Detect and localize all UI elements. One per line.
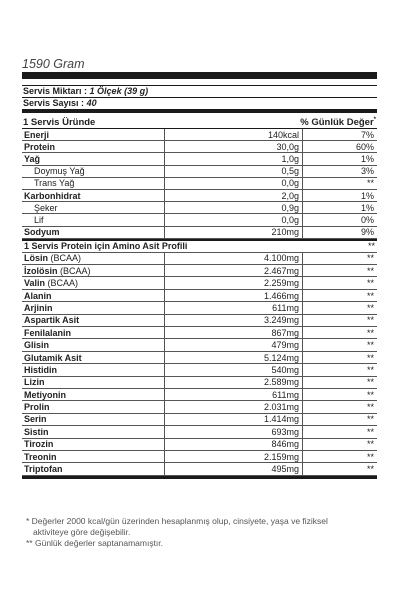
amino-acid-name bbox=[22, 253, 165, 265]
amino-acid-amount: 540mg bbox=[165, 364, 303, 376]
amino-acid-name bbox=[22, 450, 165, 462]
amino-acid-label: Arjinin bbox=[24, 302, 53, 313]
nutrient-daily-value: 1% bbox=[303, 189, 378, 201]
amino-acid-amount: 3.249mg bbox=[165, 314, 303, 326]
amino-acid-row bbox=[22, 450, 377, 462]
amino-acid-row bbox=[22, 463, 377, 475]
amino-acid-amount: 867mg bbox=[165, 327, 303, 339]
amino-section-dv: ** bbox=[367, 240, 375, 251]
amino-acid-label: Serin bbox=[24, 414, 47, 425]
nutrient-name: Sodyum bbox=[22, 226, 165, 238]
nutrient-row bbox=[22, 165, 377, 177]
amino-acid-row bbox=[22, 277, 377, 289]
nutrient-amount: 0,0g bbox=[165, 177, 303, 189]
amino-acid-row bbox=[22, 438, 377, 450]
footnotes bbox=[26, 516, 366, 549]
nutrient-row bbox=[22, 129, 377, 141]
amino-acid-daily-value: ** bbox=[303, 463, 378, 475]
amino-acid-amount: 611mg bbox=[165, 302, 303, 314]
amino-acid-name bbox=[22, 438, 165, 450]
nutrient-row bbox=[22, 141, 377, 153]
amino-acid-amount: 5.124mg bbox=[165, 351, 303, 363]
amino-acid-label: Treonin bbox=[24, 451, 57, 462]
nutrition-facts-panel bbox=[22, 72, 377, 479]
amino-acid-daily-value: ** bbox=[303, 426, 378, 438]
amino-acid-label: Tirozin bbox=[24, 439, 54, 450]
amino-section-header bbox=[22, 241, 377, 253]
nutrient-row bbox=[22, 214, 377, 226]
nutrient-row bbox=[22, 226, 377, 238]
amino-acid-name bbox=[22, 401, 165, 413]
amino-acid-daily-value: ** bbox=[303, 376, 378, 388]
amino-acid-label: Fenilalanin bbox=[24, 327, 72, 338]
nutrient-name: Protein bbox=[22, 141, 165, 153]
amino-acid-amount: 495mg bbox=[165, 463, 303, 475]
amino-acid-table bbox=[22, 253, 377, 476]
nutrient-name: Enerji bbox=[22, 129, 165, 141]
amino-acid-label: İzolösin bbox=[24, 265, 58, 276]
footnote-line-1: * Değerler 2000 kcal/gün üzerinden hesaplanmış olup, cinsiyete, yaşa ve fiziksel bbox=[26, 516, 328, 526]
nutrient-row bbox=[22, 177, 377, 189]
amino-acid-daily-value: ** bbox=[303, 351, 378, 363]
nutrient-amount: 2,0g bbox=[165, 189, 303, 201]
amino-acid-row bbox=[22, 413, 377, 425]
amino-acid-amount: 846mg bbox=[165, 438, 303, 450]
nutrient-daily-value: ** bbox=[303, 177, 378, 189]
nutrient-amount: 0,5g bbox=[165, 165, 303, 177]
amino-acid-name bbox=[22, 327, 165, 339]
amino-acid-row bbox=[22, 364, 377, 376]
amino-acid-name bbox=[22, 376, 165, 388]
daily-value-asterisk: * bbox=[373, 117, 376, 123]
amino-acid-amount: 1.466mg bbox=[165, 289, 303, 301]
amino-acid-row bbox=[22, 401, 377, 413]
amino-acid-label: Prolin bbox=[24, 402, 50, 413]
amino-acid-name bbox=[22, 302, 165, 314]
serving-count-label: Servis Sayısı : bbox=[23, 98, 85, 108]
daily-value-heading-text: % Günlük Değer bbox=[300, 117, 374, 128]
serving-count-value: 40 bbox=[86, 98, 97, 108]
nutrient-row bbox=[22, 153, 377, 165]
amino-acid-label: Sistin bbox=[24, 426, 49, 437]
nutrient-amount: 140kcal bbox=[165, 129, 303, 141]
amino-acid-name bbox=[22, 314, 165, 326]
amino-acid-daily-value: ** bbox=[303, 289, 378, 301]
bcaa-note: (BCAA) bbox=[50, 253, 82, 264]
nutrient-row bbox=[22, 189, 377, 201]
nutrient-daily-value: 60% bbox=[303, 141, 378, 153]
amino-acid-amount: 1.414mg bbox=[165, 413, 303, 425]
amino-acid-name bbox=[22, 413, 165, 425]
amino-acid-name bbox=[22, 339, 165, 351]
nutrient-daily-value: 0% bbox=[303, 214, 378, 226]
table-header bbox=[22, 113, 377, 128]
amino-acid-label: Valin bbox=[24, 278, 46, 289]
amino-acid-row bbox=[22, 376, 377, 388]
amino-acid-name bbox=[22, 426, 165, 438]
amino-acid-label: Lösin bbox=[24, 253, 48, 264]
serving-count-row bbox=[22, 98, 377, 109]
amino-acid-amount: 2.031mg bbox=[165, 401, 303, 413]
daily-value-heading bbox=[300, 117, 376, 128]
amino-acid-daily-value: ** bbox=[303, 314, 378, 326]
amino-acid-label: Alanin bbox=[24, 290, 52, 301]
amino-acid-name bbox=[22, 289, 165, 301]
amino-acid-amount: 479mg bbox=[165, 339, 303, 351]
amino-acid-amount: 2.589mg bbox=[165, 376, 303, 388]
amino-acid-daily-value: ** bbox=[303, 302, 378, 314]
nutrient-daily-value: 7% bbox=[303, 129, 378, 141]
amino-acid-label: Lizin bbox=[24, 377, 45, 388]
amino-acid-name bbox=[22, 351, 165, 363]
amino-acid-daily-value: ** bbox=[303, 265, 378, 277]
amino-acid-amount: 693mg bbox=[165, 426, 303, 438]
serving-size-row bbox=[22, 86, 377, 97]
nutrient-amount: 0,9g bbox=[165, 202, 303, 214]
nutrient-daily-value: 1% bbox=[303, 153, 378, 165]
nutrient-name: Trans Yağ bbox=[22, 177, 165, 189]
amino-acid-name bbox=[22, 277, 165, 289]
amino-acid-daily-value: ** bbox=[303, 413, 378, 425]
amino-acid-label: Glutamik Asit bbox=[24, 352, 82, 363]
footnote-line-2: aktiviteye göre değişebilir. bbox=[33, 527, 131, 537]
product-weight-title: 1590 Gram bbox=[22, 57, 85, 71]
amino-acid-daily-value: ** bbox=[303, 364, 378, 376]
bcaa-note: (BCAA) bbox=[60, 265, 91, 276]
amino-acid-label: Aspartik Asit bbox=[24, 315, 80, 326]
nutrient-name: Doymuş Yağ bbox=[22, 165, 165, 177]
nutrient-daily-value: 1% bbox=[303, 202, 378, 214]
amino-acid-amount: 611mg bbox=[165, 388, 303, 400]
amino-acid-row bbox=[22, 314, 377, 326]
amino-acid-daily-value: ** bbox=[303, 277, 378, 289]
amino-acid-row bbox=[22, 327, 377, 339]
bottom-thick-rule bbox=[22, 476, 377, 479]
per-serving-heading: 1 Servis Üründe bbox=[23, 117, 96, 128]
nutrient-amount: 30,0g bbox=[165, 141, 303, 153]
serving-size-label: Servis Miktarı : bbox=[23, 86, 88, 96]
amino-acid-row bbox=[22, 302, 377, 314]
nutrient-name: Yağ bbox=[22, 153, 165, 165]
amino-acid-row bbox=[22, 351, 377, 363]
amino-acid-label: Glisin bbox=[24, 340, 50, 351]
serving-size-value: 1 Ölçek (39 g) bbox=[89, 86, 149, 96]
footnote-line-3: ** Günlük değerler saptanamamıştır. bbox=[26, 538, 164, 548]
amino-acid-daily-value: ** bbox=[303, 438, 378, 450]
nutrient-row bbox=[22, 202, 377, 214]
top-thick-bar bbox=[22, 72, 377, 79]
amino-acid-row bbox=[22, 388, 377, 400]
amino-acid-amount: 4.100mg bbox=[165, 253, 303, 265]
amino-acid-daily-value: ** bbox=[303, 339, 378, 351]
bcaa-note: (BCAA) bbox=[47, 278, 79, 289]
nutrient-daily-value: 9% bbox=[303, 226, 378, 238]
amino-acid-name bbox=[22, 265, 165, 277]
amino-acid-daily-value: ** bbox=[303, 450, 378, 462]
amino-acid-daily-value: ** bbox=[303, 401, 378, 413]
nutrient-name: Lif bbox=[22, 214, 165, 226]
amino-acid-name bbox=[22, 463, 165, 475]
amino-acid-amount: 2.467mg bbox=[165, 265, 303, 277]
amino-acid-daily-value: ** bbox=[303, 388, 378, 400]
nutrient-table bbox=[22, 129, 377, 239]
amino-acid-amount: 2.159mg bbox=[165, 450, 303, 462]
amino-acid-label: Histidin bbox=[24, 364, 57, 375]
nutrient-name: Şeker bbox=[22, 202, 165, 214]
amino-acid-name bbox=[22, 364, 165, 376]
amino-acid-name bbox=[22, 388, 165, 400]
amino-acid-label: Metiyonin bbox=[24, 389, 66, 400]
amino-acid-row bbox=[22, 265, 377, 277]
nutrient-amount: 210mg bbox=[165, 226, 303, 238]
nutrient-daily-value: 3% bbox=[303, 165, 378, 177]
amino-acid-label: Triptofan bbox=[24, 464, 63, 475]
amino-acid-daily-value: ** bbox=[303, 327, 378, 339]
amino-acid-row bbox=[22, 253, 377, 265]
nutrient-name: Karbonhidrat bbox=[22, 189, 165, 201]
amino-acid-row bbox=[22, 426, 377, 438]
amino-section-title: 1 Servis Protein için Amino Asit Profili bbox=[24, 240, 188, 251]
nutrient-amount: 1,0g bbox=[165, 153, 303, 165]
amino-acid-row bbox=[22, 289, 377, 301]
amino-acid-amount: 2.259mg bbox=[165, 277, 303, 289]
amino-acid-row bbox=[22, 339, 377, 351]
nutrient-amount: 0,0g bbox=[165, 214, 303, 226]
amino-acid-daily-value: ** bbox=[303, 253, 378, 265]
